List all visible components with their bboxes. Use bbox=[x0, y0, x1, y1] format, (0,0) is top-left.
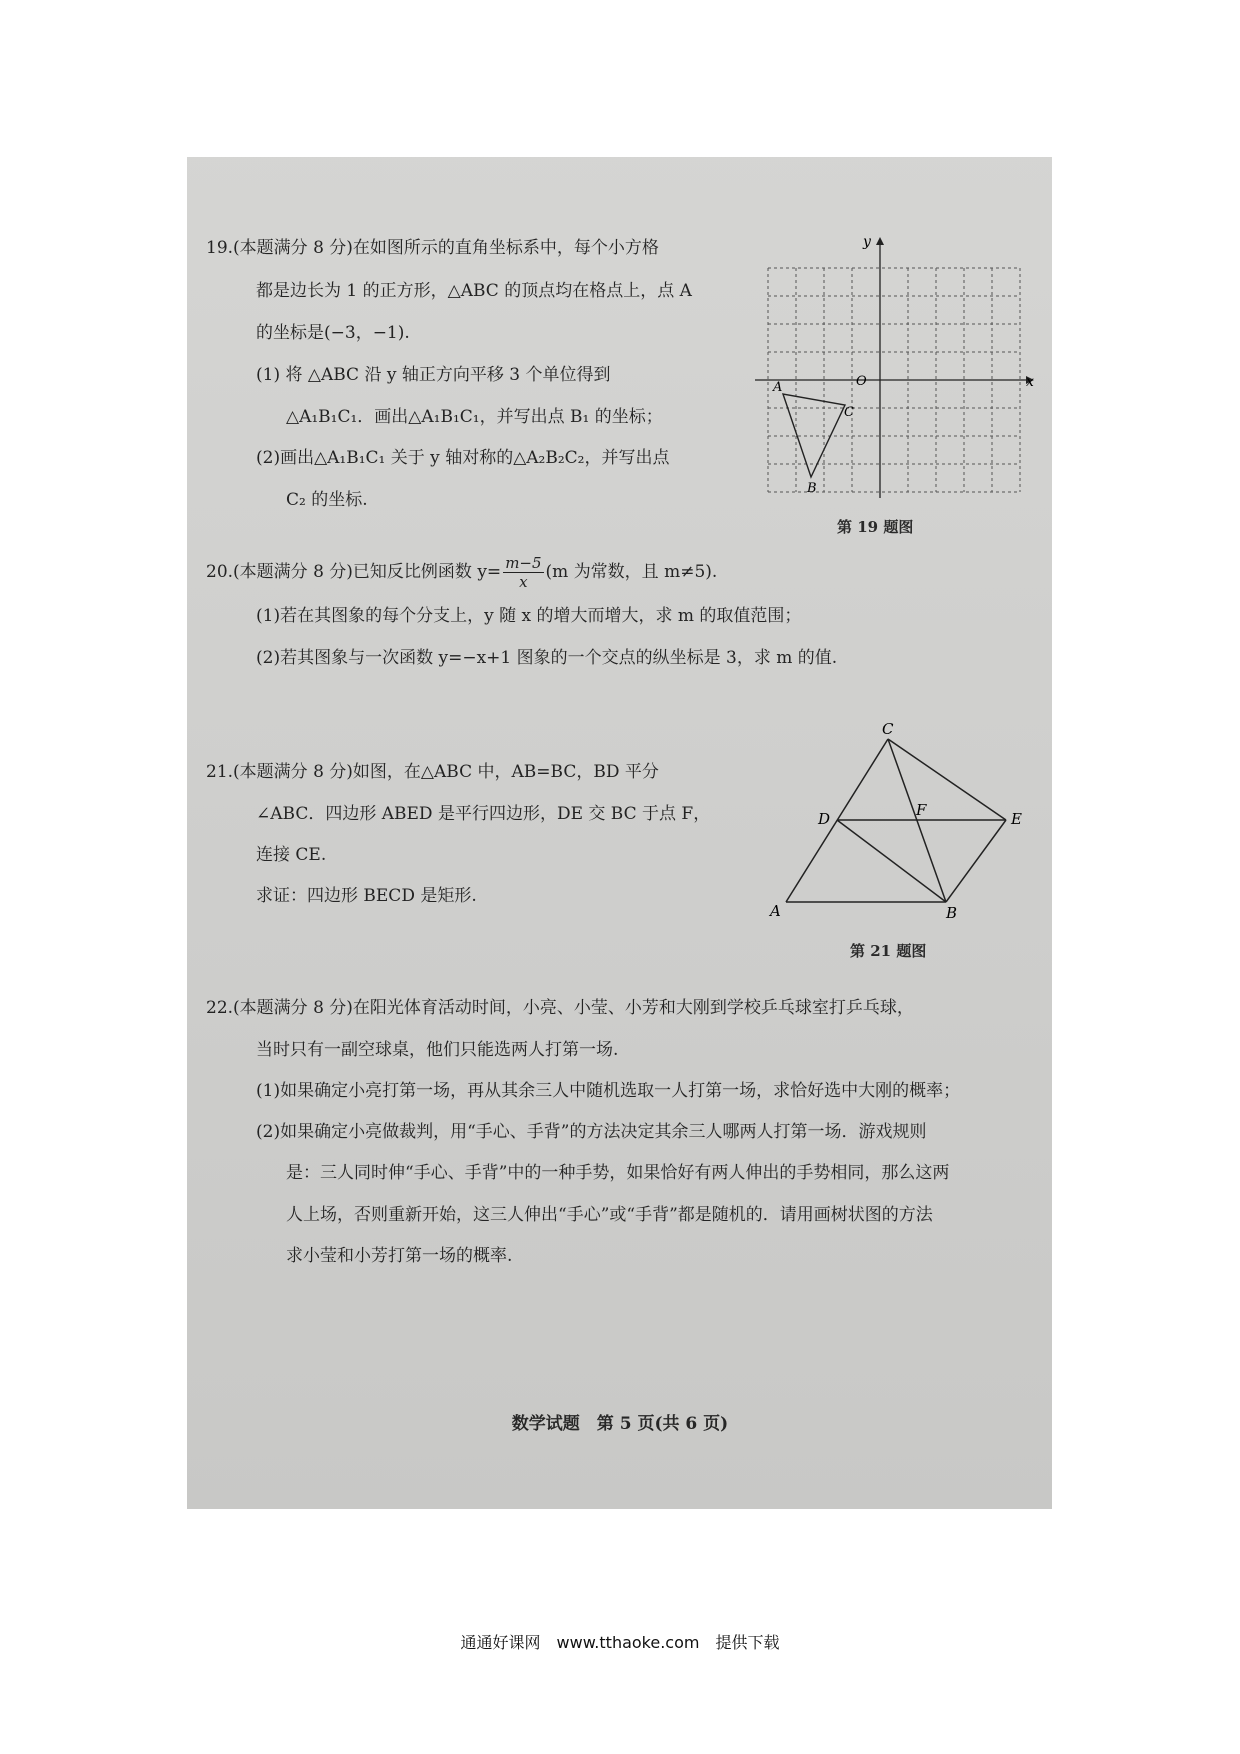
q21-line-2: ∠ABC．四边形 ABED 是平行四边形，DE 交 BC 于点 F， bbox=[256, 804, 711, 824]
q21-line-1: 21.(本题满分 8 分)如图，在△ABC 中，AB=BC，BD 平分 bbox=[206, 762, 659, 782]
q19-line-1: 19.(本题满分 8 分)在如图所示的直角坐标系中，每个小方格 bbox=[206, 238, 659, 258]
q22-line-7: 求小莹和小芳打第一场的概率. bbox=[286, 1246, 513, 1266]
q20-line-3: (2)若其图象与一次函数 y=−x+1 图象的一个交点的纵坐标是 3，求 m 的值. bbox=[256, 648, 838, 668]
q19-line-5: △A₁B₁C₁．画出△A₁B₁C₁，并写出点 B₁ 的坐标； bbox=[286, 407, 663, 427]
q22-line-4: (2)如果确定小亮做裁判，用“手心、手背”的方法决定其余三人哪两人打第一场．游戏规则 bbox=[256, 1122, 927, 1142]
q22-line-3: (1)如果确定小亮打第一场，再从其余三人中随机选取一人打第一场，求恰好选中大刚的概率； bbox=[256, 1081, 961, 1101]
point-d-label: D bbox=[818, 810, 831, 828]
point-c-label: C bbox=[844, 405, 854, 420]
figure-19-caption: 第 19 题图 bbox=[837, 518, 914, 536]
figure-21-caption: 第 21 题图 bbox=[850, 942, 927, 960]
q19-line-3: 的坐标是(−3，−1). bbox=[256, 323, 410, 343]
q19-line-2: 都是边长为 1 的正方形，△ABC 的顶点均在格点上，点 A bbox=[256, 281, 692, 301]
segment-ce bbox=[888, 739, 1006, 820]
segment-be bbox=[946, 820, 1006, 902]
point-b-label: B bbox=[946, 904, 958, 922]
q20-line-1 bbox=[206, 554, 717, 591]
page-footer: 数学试题 第 5 页(共 6 页) bbox=[511, 1414, 729, 1434]
q22-line-2: 当时只有一副空球桌，他们只能选两人打第一场. bbox=[256, 1040, 619, 1060]
origin-label: O bbox=[856, 374, 867, 389]
point-b-label: B bbox=[807, 481, 817, 496]
y-axis-label: y bbox=[863, 234, 871, 250]
q20-fraction-numerator: m−5 bbox=[505, 554, 542, 572]
point-c-label: C bbox=[882, 722, 894, 738]
x-axis-label: x bbox=[1026, 374, 1034, 390]
q22-line-6: 人上场，否则重新开始，这三人伸出“手心”或“手背”都是随机的．请用画树状图的方法 bbox=[286, 1205, 933, 1225]
download-credit: 通通好课网 www.tthaoke.com 提供下载 bbox=[460, 1633, 780, 1652]
figure-21-geometry bbox=[766, 722, 1030, 922]
y-axis-arrow bbox=[876, 237, 884, 245]
point-e-label: E bbox=[1011, 810, 1022, 828]
q19-line-4: (1) 将 △ABC 沿 y 轴正方向平移 3 个单位得到 bbox=[256, 365, 611, 385]
figure-19-grid bbox=[750, 228, 1040, 500]
q20-fraction-denominator: x bbox=[519, 573, 528, 591]
segment-bd bbox=[837, 820, 946, 902]
q21-line-3: 连接 CE. bbox=[256, 845, 327, 865]
q20-line-1-suffix: (m 为常数，且 m≠5). bbox=[545, 562, 718, 582]
q21-line-4: 求证：四边形 BECD 是矩形. bbox=[256, 886, 477, 906]
point-f-label: F bbox=[916, 801, 927, 819]
q20-fraction bbox=[503, 554, 543, 591]
point-a-label: A bbox=[773, 380, 783, 395]
q22-line-1: 22.(本题满分 8 分)在阳光体育活动时间，小亮、小莹、小芳和大刚到学校乒乓球室打乒乓球， bbox=[206, 998, 914, 1018]
q22-line-5: 是：三人同时伸“手心、手背”中的一种手势，如果恰好有两人伸出的手势相同，那么这两 bbox=[286, 1163, 950, 1183]
q19-line-6: (2)画出△A₁B₁C₁ 关于 y 轴对称的△A₂B₂C₂，并写出点 bbox=[256, 448, 670, 468]
q20-line-1-prefix: 20.(本题满分 8 分)已知反比例函数 y= bbox=[206, 562, 502, 582]
point-a-label: A bbox=[770, 902, 781, 920]
q20-line-2: (1)若在其图象的每个分支上，y 随 x 的增大而增大，求 m 的取值范围； bbox=[256, 606, 802, 626]
q19-line-7: C₂ 的坐标. bbox=[286, 490, 368, 510]
